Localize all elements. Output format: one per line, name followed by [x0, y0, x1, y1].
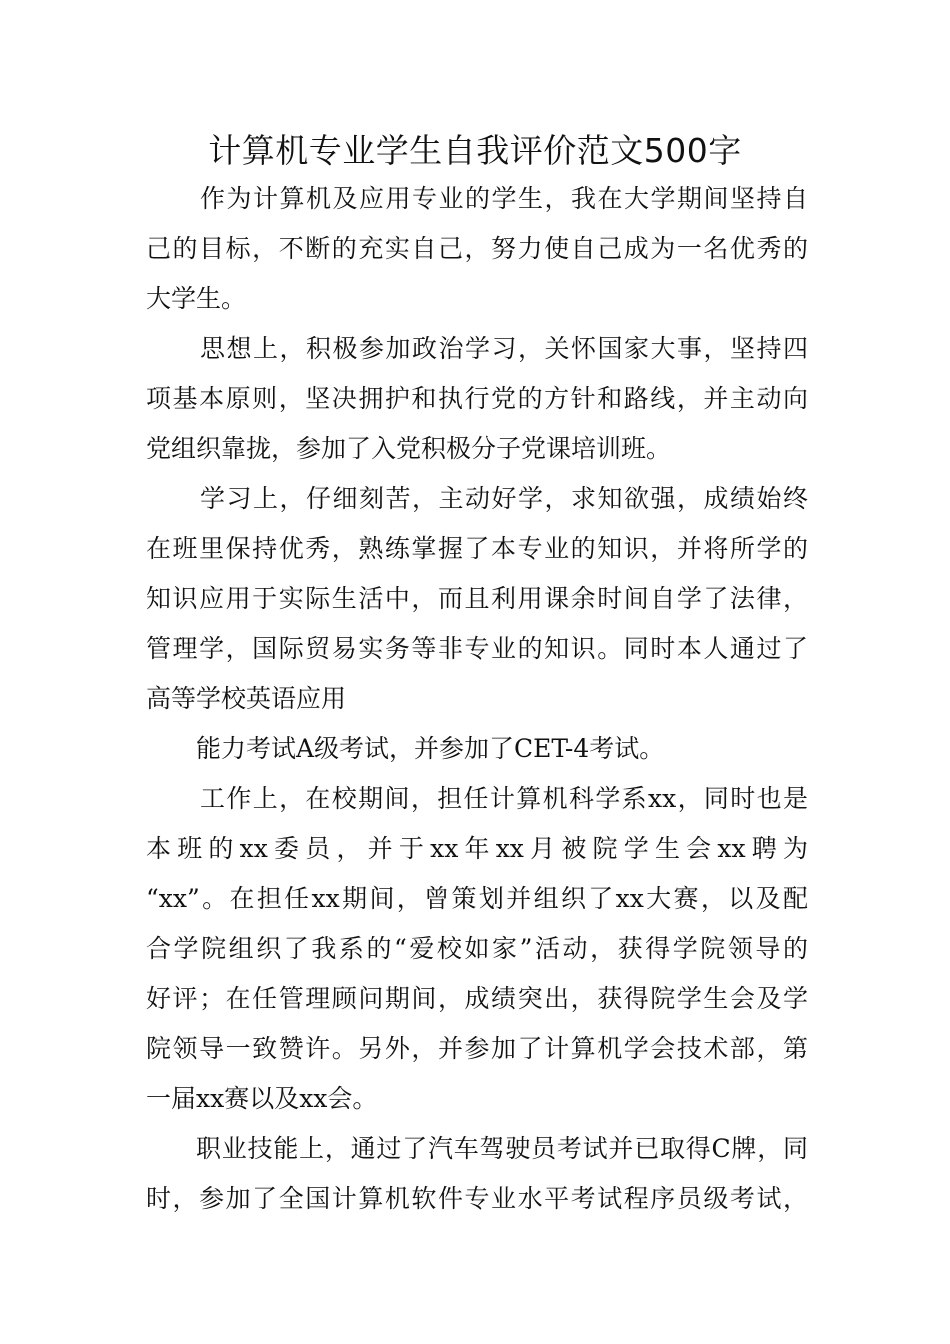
text-line: 能力考试A级考试，并参加了CET-4考试。 — [196, 734, 665, 763]
text-line: 高等学校英语应用 — [146, 684, 347, 713]
text-line: 在班里保持优秀，熟练掌握了本专业的知识，并将所学的 — [146, 534, 808, 563]
document-title: 计算机专业学生自我评价范文500字 — [208, 131, 742, 170]
text-line: 知识应用于实际生活中，而且利用课余时间自学了法律， — [146, 584, 808, 613]
text-line: 管理学，国际贸易实务等非专业的知识。同时本人通过了 — [146, 634, 808, 663]
text-line: 工作上，在校期间，担任计算机科学系xx，同时也是 — [200, 784, 808, 813]
text-line: 大学生。 — [146, 284, 247, 313]
text-line: “xx”。在担任xx期间，曾策划并组织了xx大赛，以及配 — [146, 884, 808, 913]
text-line: 己的目标，不断的充实自己，努力使自己成为一名优秀的 — [146, 234, 808, 263]
text-line: 好评；在任管理顾问期间，成绩突出，获得院学生会及学 — [146, 984, 808, 1013]
text-line: 思想上，积极参加政治学习，关怀国家大事，坚持四 — [200, 334, 808, 363]
text-line: 作为计算机及应用专业的学生，我在大学期间坚持自 — [200, 184, 808, 213]
text-line: 职业技能上，通过了汽车驾驶员考试并已取得C牌，同 — [196, 1134, 808, 1163]
text-line: 院领导一致赞许。另外，并参加了计算机学会技术部，第 — [146, 1034, 808, 1063]
text-line: 党组织靠拢，参加了入党积极分子党课培训班。 — [146, 434, 672, 463]
text-line: 本班的xx委员，并于xx年xx月被院学生会xx聘为 — [146, 834, 808, 863]
text-line: 时，参加了全国计算机软件专业水平考试程序员级考试， — [146, 1184, 808, 1213]
text-line: 学习上，仔细刻苦，主动好学，求知欲强，成绩始终 — [200, 484, 808, 513]
text-line: 项基本原则，坚决拥护和执行党的方针和路线，并主动向 — [146, 384, 808, 413]
document-body — [146, 174, 808, 1224]
text-line: 一届xx赛以及xx会。 — [146, 1084, 378, 1113]
text-line: 合学院组织了我系的“爱校如家”活动，获得学院领导的 — [146, 934, 808, 963]
